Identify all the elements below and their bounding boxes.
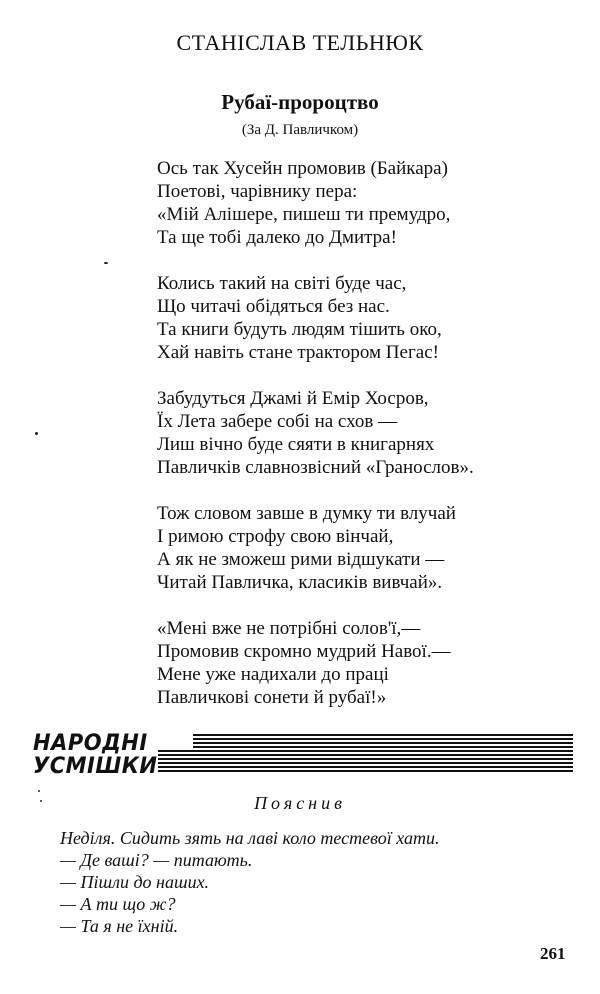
stanza (157, 387, 587, 479)
poem-line: «Мені вже не потрібні солов'ї,— (157, 618, 421, 639)
joke-title: Пояснив (254, 793, 346, 813)
stanza (157, 157, 587, 249)
stanza (157, 617, 587, 709)
section-title-line: УСМІШКИ (33, 752, 158, 779)
section-header (33, 729, 573, 779)
poem-line: І римою строфу свою вінчай, (157, 526, 394, 547)
poem-title: Рубаї-пророцтво (221, 90, 379, 114)
poem-line: Промовив скромно мудрий Навої.— (157, 641, 451, 662)
print-speck (38, 790, 40, 792)
section-title-line: НАРОДНІ (33, 729, 148, 756)
print-speck (40, 800, 42, 802)
poem-line: Павличків славнозвісний «Гранослов». (157, 457, 474, 478)
poem-line: Та ще тобі далеко до Дмитра! (157, 227, 397, 248)
decorative-rules-top (193, 734, 573, 750)
poem-line: Колись такий на світі буде час, (157, 273, 407, 294)
joke-line: — А ти що ж? (60, 894, 176, 914)
poem-line: Лиш вічно буде сяяти в книгарнях (157, 434, 435, 455)
print-speck (35, 432, 38, 435)
poem-line: Забудуться Джамі й Емір Хосров, (157, 388, 429, 409)
joke-line: — Де ваші? — питають. (60, 850, 253, 870)
joke-body (60, 827, 580, 937)
stanza (157, 272, 587, 364)
poem-line: Хай навіть стане трактором Пегас! (157, 342, 439, 363)
poem-line: Мене уже надихали до праці (157, 664, 389, 685)
poem-line: Тож словом завше в думку ти влучай (157, 503, 456, 524)
author-name: СТАНІСЛАВ ТЕЛЬНЮК (176, 30, 424, 55)
page-number: 261 (540, 944, 566, 963)
poem-line: Читай Павличка, класиків вивчай». (157, 572, 443, 593)
poem-line: Поетові, чарівнику пера: (157, 181, 358, 202)
poem-line: Та книги будуть людям тішить око, (157, 319, 442, 340)
poem-line: Що читачі обідяться без нас. (157, 296, 390, 317)
poem-line: Їх Лета забере собі на схов — (157, 411, 398, 432)
poem-line: Ось так Хусейн промовив (Байкара) (157, 158, 448, 179)
poem-line: Павличкові сонети й рубаї!» (157, 687, 387, 708)
joke-line: — Пішли до наших. (60, 872, 210, 892)
section-title (33, 731, 158, 777)
stanza (157, 502, 587, 594)
print-speck (104, 262, 108, 264)
joke-line: — Та я не їхній. (60, 916, 179, 936)
poem-subtitle: (За Д. Павличком) (241, 122, 359, 138)
poem-line: «Мій Алішере, пишеш ти премудро, (157, 204, 451, 225)
joke-line: Неділя. Сидить зять на лаві коло тестевої хати. (60, 828, 440, 848)
poem-body (157, 157, 587, 732)
poem-line: А як не зможеш рими відшукати — (157, 549, 445, 570)
